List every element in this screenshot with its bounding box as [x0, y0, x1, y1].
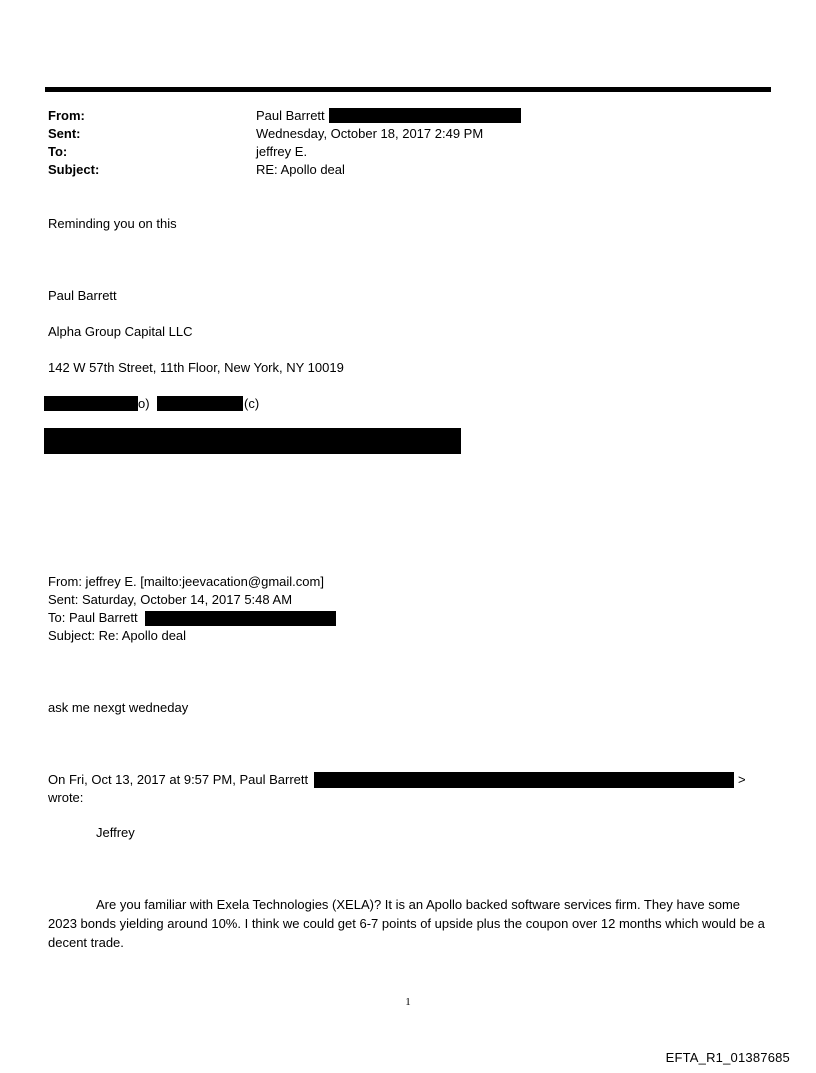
- quoted-wrote: wrote:: [48, 790, 84, 805]
- redaction-block: [329, 108, 521, 123]
- redaction-block: [44, 396, 138, 411]
- reminder-text: Reminding you on this: [48, 216, 177, 231]
- from-label: From:: [48, 108, 85, 123]
- quoted-message: ask me nexgt wedneday: [48, 700, 189, 715]
- to-label: To:: [48, 144, 68, 159]
- subject-label: Subject:: [48, 162, 100, 177]
- signature-company: Alpha Group Capital LLC: [48, 324, 193, 339]
- from-value: Paul Barrett: [256, 108, 325, 123]
- header-rule: [45, 87, 771, 92]
- signature-name: Paul Barrett: [48, 288, 117, 303]
- quoted-intro-line: On Fri, Oct 13, 2017 at 9:57 PM, Paul Barrett: [48, 772, 309, 787]
- sent-label: Sent:: [48, 126, 81, 141]
- signature-office-suffix: o): [138, 396, 150, 411]
- page-number: 1: [405, 996, 411, 1008]
- quoted-paragraph: Are you familiar with Exela Technologies (XELA)? It is an Apollo backed software services firm. They have some 2023 bonds yielding around 10%. I think we could get 6-7 points of upside plus the coupon over 12 months which would be a decent trade.: [48, 897, 765, 950]
- redaction-block: [44, 428, 461, 454]
- signature-address: 142 W 57th Street, 11th Floor, New York, NY 10019: [48, 360, 344, 375]
- quoted-from-line: From: jeffrey E. [mailto:jeevacation@gmail.com]: [48, 574, 324, 589]
- to-value: jeffrey E.: [256, 144, 308, 159]
- redaction-block: [314, 772, 734, 788]
- quoted-sent-line: Sent: Saturday, October 14, 2017 5:48 AM: [48, 592, 293, 607]
- redaction-block: [157, 396, 243, 411]
- signature-cell-suffix: (c): [244, 396, 260, 411]
- sent-value: Wednesday, October 18, 2017 2:49 PM: [256, 126, 484, 141]
- subject-value: RE: Apollo deal: [256, 162, 345, 177]
- redaction-block: [145, 611, 336, 626]
- quoted-subject-line: Subject: Re: Apollo deal: [48, 628, 187, 643]
- quoted-intro-end: >: [738, 772, 746, 787]
- quoted-to-line: To: Paul Barrett: [48, 610, 138, 625]
- quoted-greeting: Jeffrey: [96, 825, 135, 840]
- bates-number: EFTA_R1_01387685: [665, 1050, 790, 1065]
